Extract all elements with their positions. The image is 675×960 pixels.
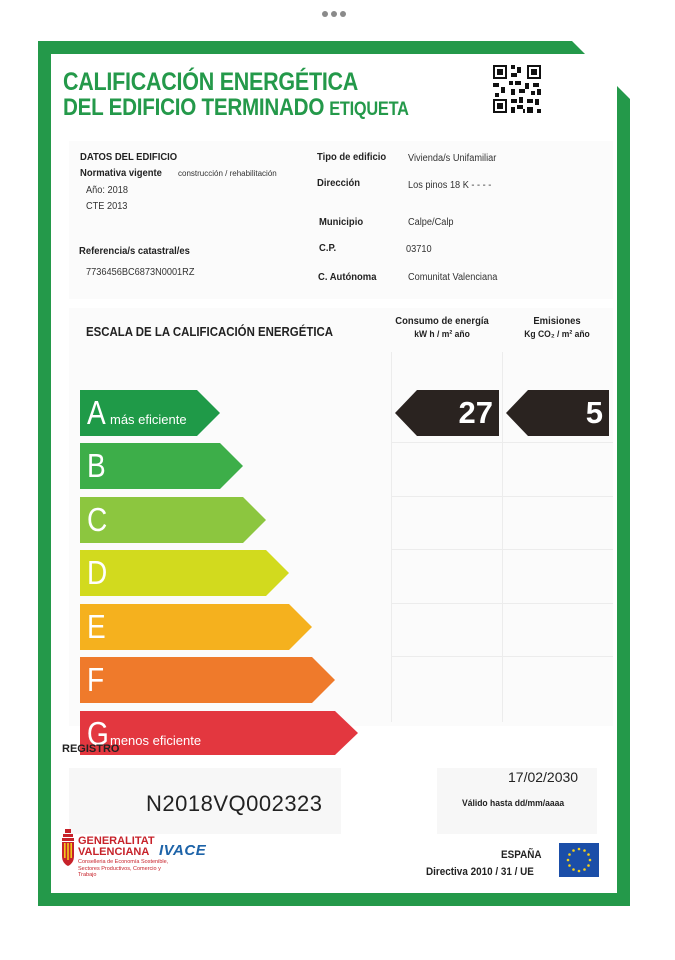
class-c-arrow bbox=[80, 497, 266, 543]
label-title-tag: ETIQUETA bbox=[329, 99, 409, 120]
emissions-value: 5 bbox=[585, 395, 603, 430]
class-f-letter: F bbox=[87, 661, 105, 698]
label-title-line1: CALIFICACIÓN ENERGÉTICA bbox=[63, 68, 359, 96]
class-b-letter: B bbox=[87, 447, 106, 484]
label-title-main: DEL EDIFICIO TERMINADO bbox=[63, 94, 325, 121]
class-f-arrow bbox=[80, 657, 335, 703]
consumption-unit: kW h / m² año bbox=[414, 329, 470, 340]
class-c-shape bbox=[80, 497, 266, 543]
card-corner-notch bbox=[572, 41, 630, 99]
grid-line bbox=[391, 496, 613, 497]
registry-number: N2018VQ002323 bbox=[146, 791, 323, 816]
class-d-shape bbox=[80, 550, 289, 596]
emissions-header bbox=[507, 314, 608, 342]
building-type-label: Tipo de edificio bbox=[317, 151, 387, 163]
generalitat-line1: GENERALITAT bbox=[78, 835, 155, 847]
energy-label-card bbox=[38, 41, 630, 906]
municipality-label: Municipio bbox=[319, 216, 364, 228]
cadastral-label: Referencia/s catastral/es bbox=[79, 245, 190, 257]
normativa-label: Normativa vigente bbox=[80, 167, 162, 179]
generalitat-name bbox=[78, 836, 155, 858]
scale-title: ESCALA DE LA CALIFICACIÓN ENERGÉTICA bbox=[86, 324, 334, 339]
class-c-letter: C bbox=[87, 501, 108, 538]
consumption-value-arrow bbox=[395, 390, 499, 436]
region-label: C. Autónoma bbox=[318, 271, 377, 283]
generalitat-line2: VALENCIANA bbox=[78, 846, 150, 858]
cadastral-value: 7736456BC6873N0001RZ bbox=[86, 267, 195, 278]
consumption-value: 27 bbox=[458, 395, 493, 430]
postal-code-label: C.P. bbox=[319, 242, 337, 254]
class-d-letter: D bbox=[87, 554, 108, 591]
consumption-header-text: Consumo de energía bbox=[395, 315, 489, 327]
building-data-heading: DATOS DEL EDIFICIO bbox=[80, 151, 178, 163]
class-a-arrow bbox=[80, 390, 220, 436]
building-type-value: Vivienda/s Unifamiliar bbox=[408, 153, 497, 164]
class-f-shape bbox=[80, 657, 335, 703]
class-e-arrow bbox=[80, 604, 312, 650]
class-d-arrow bbox=[80, 550, 289, 596]
class-g-desc: menos eficiente bbox=[110, 733, 202, 748]
label-title-line2 bbox=[63, 94, 409, 122]
class-g-arrow bbox=[80, 711, 358, 755]
more-options-icon[interactable] bbox=[322, 11, 346, 17]
generalitat-department: Conselleria de Economía Sostenible, Sectores Productivos, Comercio y Trabajo bbox=[78, 859, 169, 878]
emissions-value-arrow bbox=[506, 390, 609, 436]
country-label: ESPAÑA bbox=[501, 849, 542, 861]
qr-code-icon[interactable] bbox=[491, 63, 543, 115]
class-e-shape bbox=[80, 604, 312, 650]
grid-line bbox=[391, 352, 392, 722]
code-value: CTE 2013 bbox=[86, 201, 128, 212]
year-value: Año: 2018 bbox=[86, 185, 128, 196]
grid-line bbox=[391, 603, 613, 604]
directive-label: Directiva 2010 / 31 / UE bbox=[426, 866, 534, 878]
class-a-letter: A bbox=[87, 394, 106, 431]
municipality-value: Calpe/Calp bbox=[408, 217, 454, 228]
address-label: Dirección bbox=[317, 177, 361, 189]
emissions-unit: Kg CO₂ / m² año bbox=[524, 329, 590, 340]
grid-line bbox=[391, 442, 613, 443]
class-b-arrow bbox=[80, 443, 243, 489]
class-a-desc: más eficiente bbox=[110, 412, 187, 427]
grid-line bbox=[391, 656, 613, 657]
address-value: Los pinos 18 K - - - - bbox=[408, 180, 492, 191]
eu-flag-icon bbox=[559, 843, 599, 877]
class-g-letter: G bbox=[87, 715, 109, 752]
building-data-panel bbox=[69, 141, 613, 299]
class-e-letter: E bbox=[87, 608, 106, 645]
ivace-logo: IVACE bbox=[159, 842, 207, 859]
postal-code-value: 03710 bbox=[406, 244, 432, 255]
consumption-header bbox=[391, 314, 494, 342]
grid-line bbox=[391, 549, 613, 550]
emissions-header-text: Emisiones bbox=[533, 315, 581, 327]
validity-hint: Válido hasta dd/mm/aaaa bbox=[462, 798, 565, 809]
registry-label: REGISTRO bbox=[62, 743, 120, 755]
generalitat-logo-icon bbox=[61, 829, 75, 872]
validity-date: 17/02/2030 bbox=[508, 769, 579, 785]
region-value: Comunitat Valenciana bbox=[408, 272, 498, 283]
normativa-type: construcción / rehabilitación bbox=[178, 169, 277, 178]
grid-line bbox=[502, 352, 503, 722]
